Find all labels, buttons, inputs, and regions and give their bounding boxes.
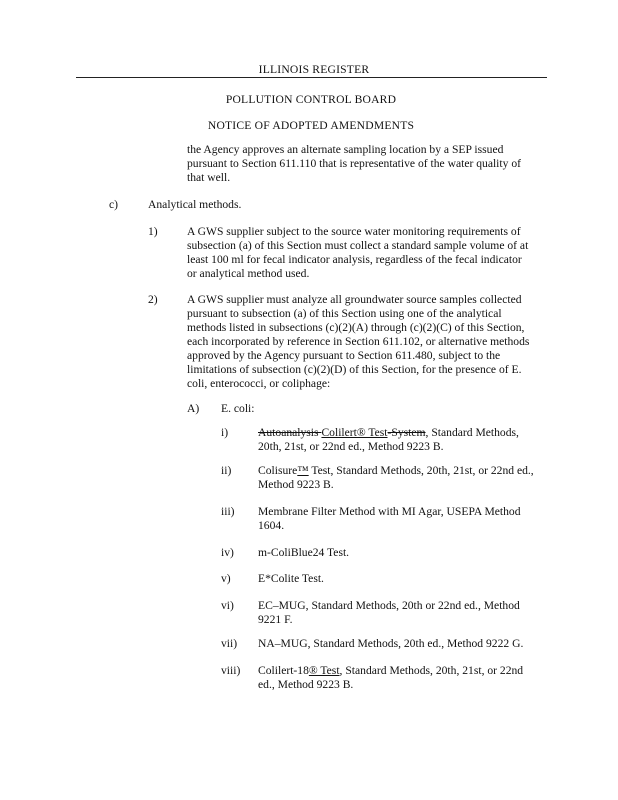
subitem-iii-label: iii) (221, 505, 235, 518)
subitem-viii-label: viii) (221, 664, 241, 677)
plain-text: , Standard Methods, (425, 426, 519, 439)
plain-text: , Standard Methods, 20th, 21st, or 22nd (339, 664, 524, 677)
deleted-text: Autoanalysis (258, 426, 322, 439)
inserted-text: ® Test (308, 664, 340, 677)
plain-text: Colisure (258, 464, 298, 477)
subitem-vi-label: vi) (221, 599, 234, 612)
item-A-title: E. coli: (221, 402, 255, 415)
item-2-text (187, 293, 547, 391)
item-2-line: A GWS supplier must analyze all groundwater source samples collected (187, 293, 522, 306)
item-1-line: subsection (a) of this Section must collect a standard sample volume of at (187, 239, 529, 252)
inserted-text: Colilert® Test (321, 426, 388, 439)
subsection-c-label: c) (109, 198, 119, 211)
item-1-line: least 100 ml for fecal indicator analysis, regardless of the fecal indicator (187, 253, 522, 266)
item-1-line: or analytical method used. (187, 267, 310, 280)
header-rule (76, 77, 547, 78)
continuation-paragraph (187, 143, 547, 185)
subitem-vi-line: EC–MUG, Standard Methods, 20th or 22nd ed., Method (258, 599, 520, 612)
subitem-i-line (258, 426, 548, 440)
item-2-line: coli, enterococci, or coliphage: (187, 377, 331, 390)
subitem-viii-line (258, 664, 548, 678)
subsection-c-title: Analytical methods. (148, 198, 242, 211)
item-A-label: A) (187, 402, 200, 415)
subitem-iv-text: m-ColiBlue24 Test. (258, 546, 350, 559)
subitem-i-label: i) (221, 426, 229, 439)
subitem-v-label: v) (221, 572, 231, 585)
item-1-text (187, 225, 547, 281)
subitem-iii-line: Membrane Filter Method with MI Agar, USEPA Method (258, 505, 521, 518)
board-header: POLLUTION CONTROL BOARD (225, 93, 397, 106)
plain-text: Test, Standard Methods, 20th, 21st, or 22nd ed., (308, 464, 534, 477)
subitem-ii-label: ii) (221, 464, 232, 477)
register-header: ILLINOIS REGISTER (258, 63, 370, 76)
subitem-vi-line: 9221 F. (258, 613, 293, 626)
item-2-line: pursuant to subsection (a) of this Section using one of the analytical (187, 307, 502, 320)
continuation-line: the Agency approves an alternate sampling location by a SEP issued (187, 143, 504, 156)
plain-text: Colilert-18 (258, 664, 309, 677)
item-1-line: A GWS supplier subject to the source water monitoring requirements of (187, 225, 521, 238)
item-2-line: each incorporated by reference in Section 611.102, or alternative methods (187, 335, 530, 348)
item-2-line: methods listed in subsections (c)(2)(A) through (c)(2)(C) of this Section, (187, 321, 525, 334)
subitem-ii-text (258, 464, 548, 492)
subitem-iii-line: 1604. (258, 519, 285, 532)
item-2-line: limitations of subsection (c)(2)(D) of this Section, for the presence of E. (187, 363, 522, 376)
subitem-i-line: 20th, 21st, or 22nd ed., Method 9223 B. (258, 440, 444, 453)
subitem-viii-text (258, 664, 548, 692)
continuation-line: pursuant to Section 611.110 that is representative of the water quality of (187, 157, 521, 170)
subitem-vi-text (258, 599, 548, 627)
subitem-v-text: E*Colite Test. (258, 572, 324, 585)
item-1-label: 1) (148, 225, 158, 238)
subitem-ii-line (258, 464, 548, 478)
deleted-text: -System (387, 426, 426, 439)
subitem-ii-line: Method 9223 B. (258, 478, 334, 491)
inserted-text: ™ (297, 464, 309, 477)
notice-header: NOTICE OF ADOPTED AMENDMENTS (207, 119, 415, 132)
subitem-viii-line: ed., Method 9223 B. (258, 678, 354, 691)
continuation-line: that well. (187, 171, 231, 184)
subitem-iii-text (258, 505, 548, 533)
item-2-label: 2) (148, 293, 158, 306)
item-2-line: approved by the Agency pursuant to Section 611.480, subject to the (187, 349, 501, 362)
subitem-i-text (258, 426, 548, 454)
subitem-vii-text: NA–MUG, Standard Methods, 20th ed., Method 9222 G. (258, 637, 524, 650)
subitem-iv-label: iv) (221, 546, 234, 559)
subitem-vii-label: vii) (221, 637, 238, 650)
